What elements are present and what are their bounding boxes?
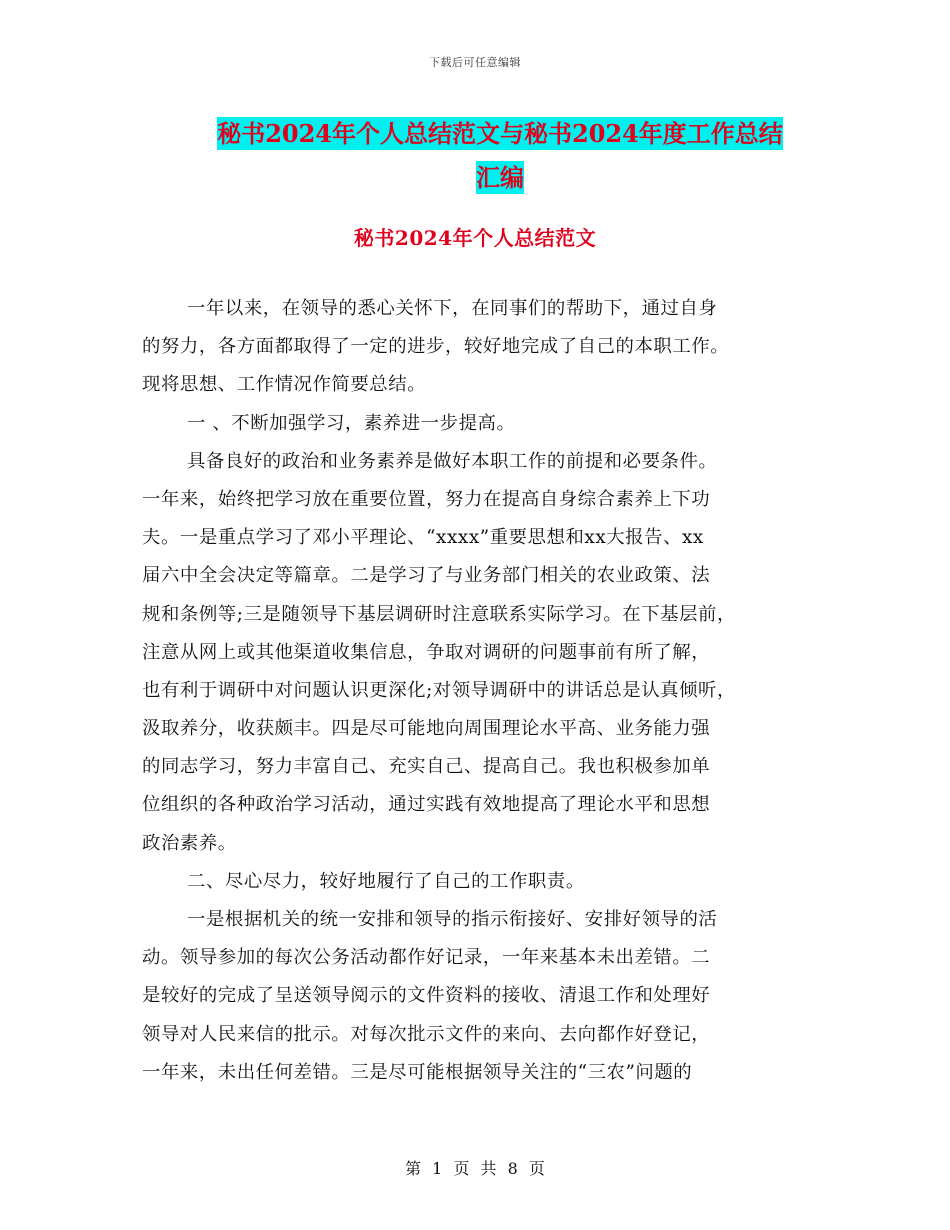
body-text — [142, 290, 814, 1092]
text-line: 规和条例等;三是随领导下基层调研时注意联系实际学习。在下基层前， — [142, 603, 736, 625]
document-title-line-1 — [140, 112, 860, 156]
text-line: 政治素养。 — [142, 832, 237, 854]
text-line: 二、尽心尽力，较好地履行了自己的工作职责。 — [187, 870, 585, 892]
text-line: 的同志学习，努力丰富自己、充实自己、提高自己。我也积极参加单 — [142, 756, 711, 778]
page-footer: 第 1 页 共 8 页 — [405, 1159, 545, 1178]
text-line: 一年来，始终把学习放在重要位置，努力在提高自身综合素养上下功 — [142, 488, 711, 510]
text-line: 一年来，未出任何差错。三是尽可能根据领导关注的“三农”问题的 — [142, 1061, 693, 1083]
text-line: 一年以来，在领导的悉心关怀下，在同事们的帮助下，通过自身 — [187, 298, 718, 319]
text-line: 届六中全会决定等篇章。二是学习了与业务部门相关的农业政策、法 — [142, 565, 711, 587]
text-line: 注意从网上或其他渠道收集信息，争取对调研的问题事前有所了解， — [142, 641, 711, 663]
document-title — [140, 112, 860, 200]
header-note: 下载后可任意编辑 — [429, 56, 521, 69]
document-title-line-2 — [140, 156, 860, 200]
text-line: 领导对人民来信的批示。对每次批示文件的来向、去向都作好登记， — [142, 1023, 711, 1045]
text-line: 现将思想、工作情况作简要总结。 — [142, 374, 427, 396]
text-line: 一 、不断加强学习，素养进一步提高。 — [187, 412, 516, 434]
text-line: 位组织的各种政治学习活动，通过实践有效地提高了理论水平和思想 — [142, 794, 711, 816]
section-title: 秘书2024年个人总结范文 — [353, 226, 597, 250]
text-line: 汲取养分，收获颇丰。四是尽可能地向周围理论水平高、业务能力强 — [142, 718, 711, 740]
text-line: 夫。一是重点学习了邓小平理论、“xxxx”重要思想和xx大报告、xx — [142, 527, 704, 549]
title-highlight-1: 秘书2024年个人总结范文与秘书2024年度工作总结 — [217, 119, 783, 148]
text-line: 动。领导参加的每次公务活动都作好记录，一年来基本未出差错。二 — [142, 947, 711, 969]
text-line: 一是根据机关的统一安排和领导的指示衔接好、安排好领导的活 — [187, 909, 718, 930]
text-line: 具备良好的政治和业务素养是做好本职工作的前提和必要条件。 — [187, 450, 718, 472]
text-line: 的努力，各方面都取得了一定的进步，较好地完成了自己的本职工作。 — [142, 336, 730, 358]
title-highlight-2: 汇编 — [476, 163, 524, 192]
text-line: 也有利于调研中对问题认识更深化;对领导调研中的讲话总是认真倾听， — [142, 679, 736, 701]
text-line: 是较好的完成了呈送领导阅示的文件资料的接收、清退工作和处理好 — [142, 985, 711, 1007]
